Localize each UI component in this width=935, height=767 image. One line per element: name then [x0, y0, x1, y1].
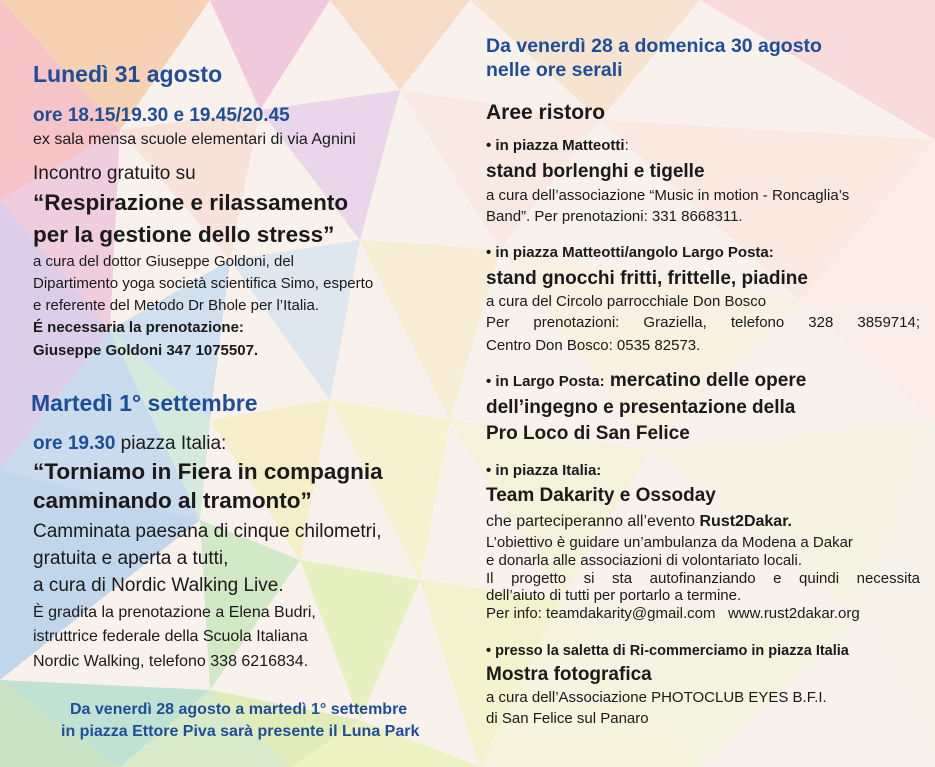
item4-title: Team Dakarity e Ossoday [486, 485, 716, 506]
item4-desc-line3: e donarla alle associazioni di volontariato locali. [486, 552, 803, 569]
item4-desc-line2: L’obiettivo è guidare un’ambulanza da Modena a Dakar [486, 534, 853, 551]
day2-note-line2: istruttrice federale della Scuola Italiana [33, 628, 308, 645]
item2-desc-line2: Per prenotazioni: Graziella, telefono 328 3859714; [486, 314, 920, 331]
item2-title: stand gnocchi fritti, frittelle, piadine [486, 268, 808, 289]
item3-title-line1: mercatino delle opere [604, 370, 807, 391]
item4-desc-line5: dell’aiuto di tutti per portarlo a termine. [486, 587, 742, 604]
footer-line2: in piazza Ettore Piva sarà presente il Luna Park [61, 723, 420, 740]
item3-title-line3: Pro Loco di San Felice [486, 423, 690, 444]
item5-desc-line2: di San Felice sul Panaro [486, 710, 649, 727]
item2-desc-line3: Centro Don Bosco: 0535 82573. [486, 337, 701, 354]
item1-location: • in piazza Matteotti [486, 137, 625, 154]
day2-place: piazza Italia: [115, 433, 227, 454]
day2-time-line [33, 433, 226, 455]
item5-title: Mostra fotografica [486, 664, 652, 685]
item3-title-line2: dell’ingegno e presentazione della [486, 397, 796, 418]
item1-desc-line1: a cura dell’associazione “Music in motion - Roncaglia’s [486, 187, 850, 204]
right-heading-line2: nelle ore serali [486, 59, 623, 81]
day2-desc-line2: gratuita e aperta a tutti, [33, 548, 229, 569]
item1-location-line [486, 137, 629, 154]
day1-note-line1: É necessaria la prenotazione: [33, 319, 244, 336]
day1-time: ore 18.15/19.30 e 19.45/20.45 [33, 105, 290, 126]
item4-location: • in piazza Italia: [486, 462, 602, 479]
day1-note-line2: Giuseppe Goldoni 347 1075507. [33, 342, 259, 359]
day1-title-line2: per la gestione dello stress” [33, 222, 335, 247]
item4-event-name: Rust2Dakar. [699, 513, 792, 530]
item4-info: Per info: teamdakarity@gmail.com www.rust2dakar.org [486, 605, 860, 622]
item3-line1 [486, 370, 806, 392]
day2-title-line2: camminando al tramonto” [33, 488, 312, 513]
item1-colon: : [624, 137, 629, 154]
day2-desc-line1: Camminata paesana di cinque chilometri, [33, 521, 382, 542]
item4-desc-line1a: che parteciperanno all’evento [486, 513, 700, 530]
footer-line1: Da venerdì 28 agosto a martedì 1° settembre [70, 701, 408, 718]
day2-desc-line3: a cura di Nordic Walking Live. [33, 575, 284, 596]
day2-title-line1: “Torniamo in Fiera in compagnia [33, 459, 383, 484]
day1-place: ex sala mensa scuole elementari di via Agnini [33, 131, 356, 148]
item2-location: • in piazza Matteotti/angolo Largo Posta: [486, 244, 774, 261]
item2-desc-line1: a cura del Circolo parrocchiale Don Bosco [486, 293, 767, 310]
day1-title-line1: “Respirazione e rilassamento [33, 190, 349, 215]
item3-location: • in Largo Posta: [486, 373, 605, 390]
item5-location: • presso la saletta di Ri-commerciamo in piazza Italia [486, 643, 849, 659]
day1-desc-line2: Dipartimento yoga società scientifica Simo, esperto [33, 275, 374, 292]
section-title: Aree ristoro [486, 101, 606, 124]
item4-desc-line4: Il progetto si sta autofinanziando e quindi necessita [486, 570, 920, 587]
right-heading-line1: Da venerdì 28 a domenica 30 agosto [486, 35, 822, 57]
item5-desc-line1: a cura dell’Associazione PHOTOCLUB EYES B.F.I. [486, 689, 827, 706]
day1-desc-line1: a cura del dottor Giuseppe Goldoni, del [33, 253, 294, 270]
day1-desc-line3: e referente del Metodo Dr Bhole per l’Italia. [33, 297, 319, 314]
day2-note-line3: Nordic Walking, telefono 338 6216834. [33, 653, 309, 670]
item1-desc-line2: Band”. Per prenotazioni: 331 8668311. [486, 208, 743, 225]
item1-title: stand borlenghi e tigelle [486, 161, 705, 182]
day2-heading: Martedì 1° settembre [31, 390, 258, 416]
day2-time: ore 19.30 [33, 433, 116, 454]
day2-note-line1: È gradita la prenotazione a Elena Budri, [33, 604, 316, 621]
day1-heading: Lunedì 31 agosto [33, 61, 223, 87]
day1-intro: Incontro gratuito su [33, 163, 196, 184]
item4-desc-line1 [486, 513, 792, 531]
